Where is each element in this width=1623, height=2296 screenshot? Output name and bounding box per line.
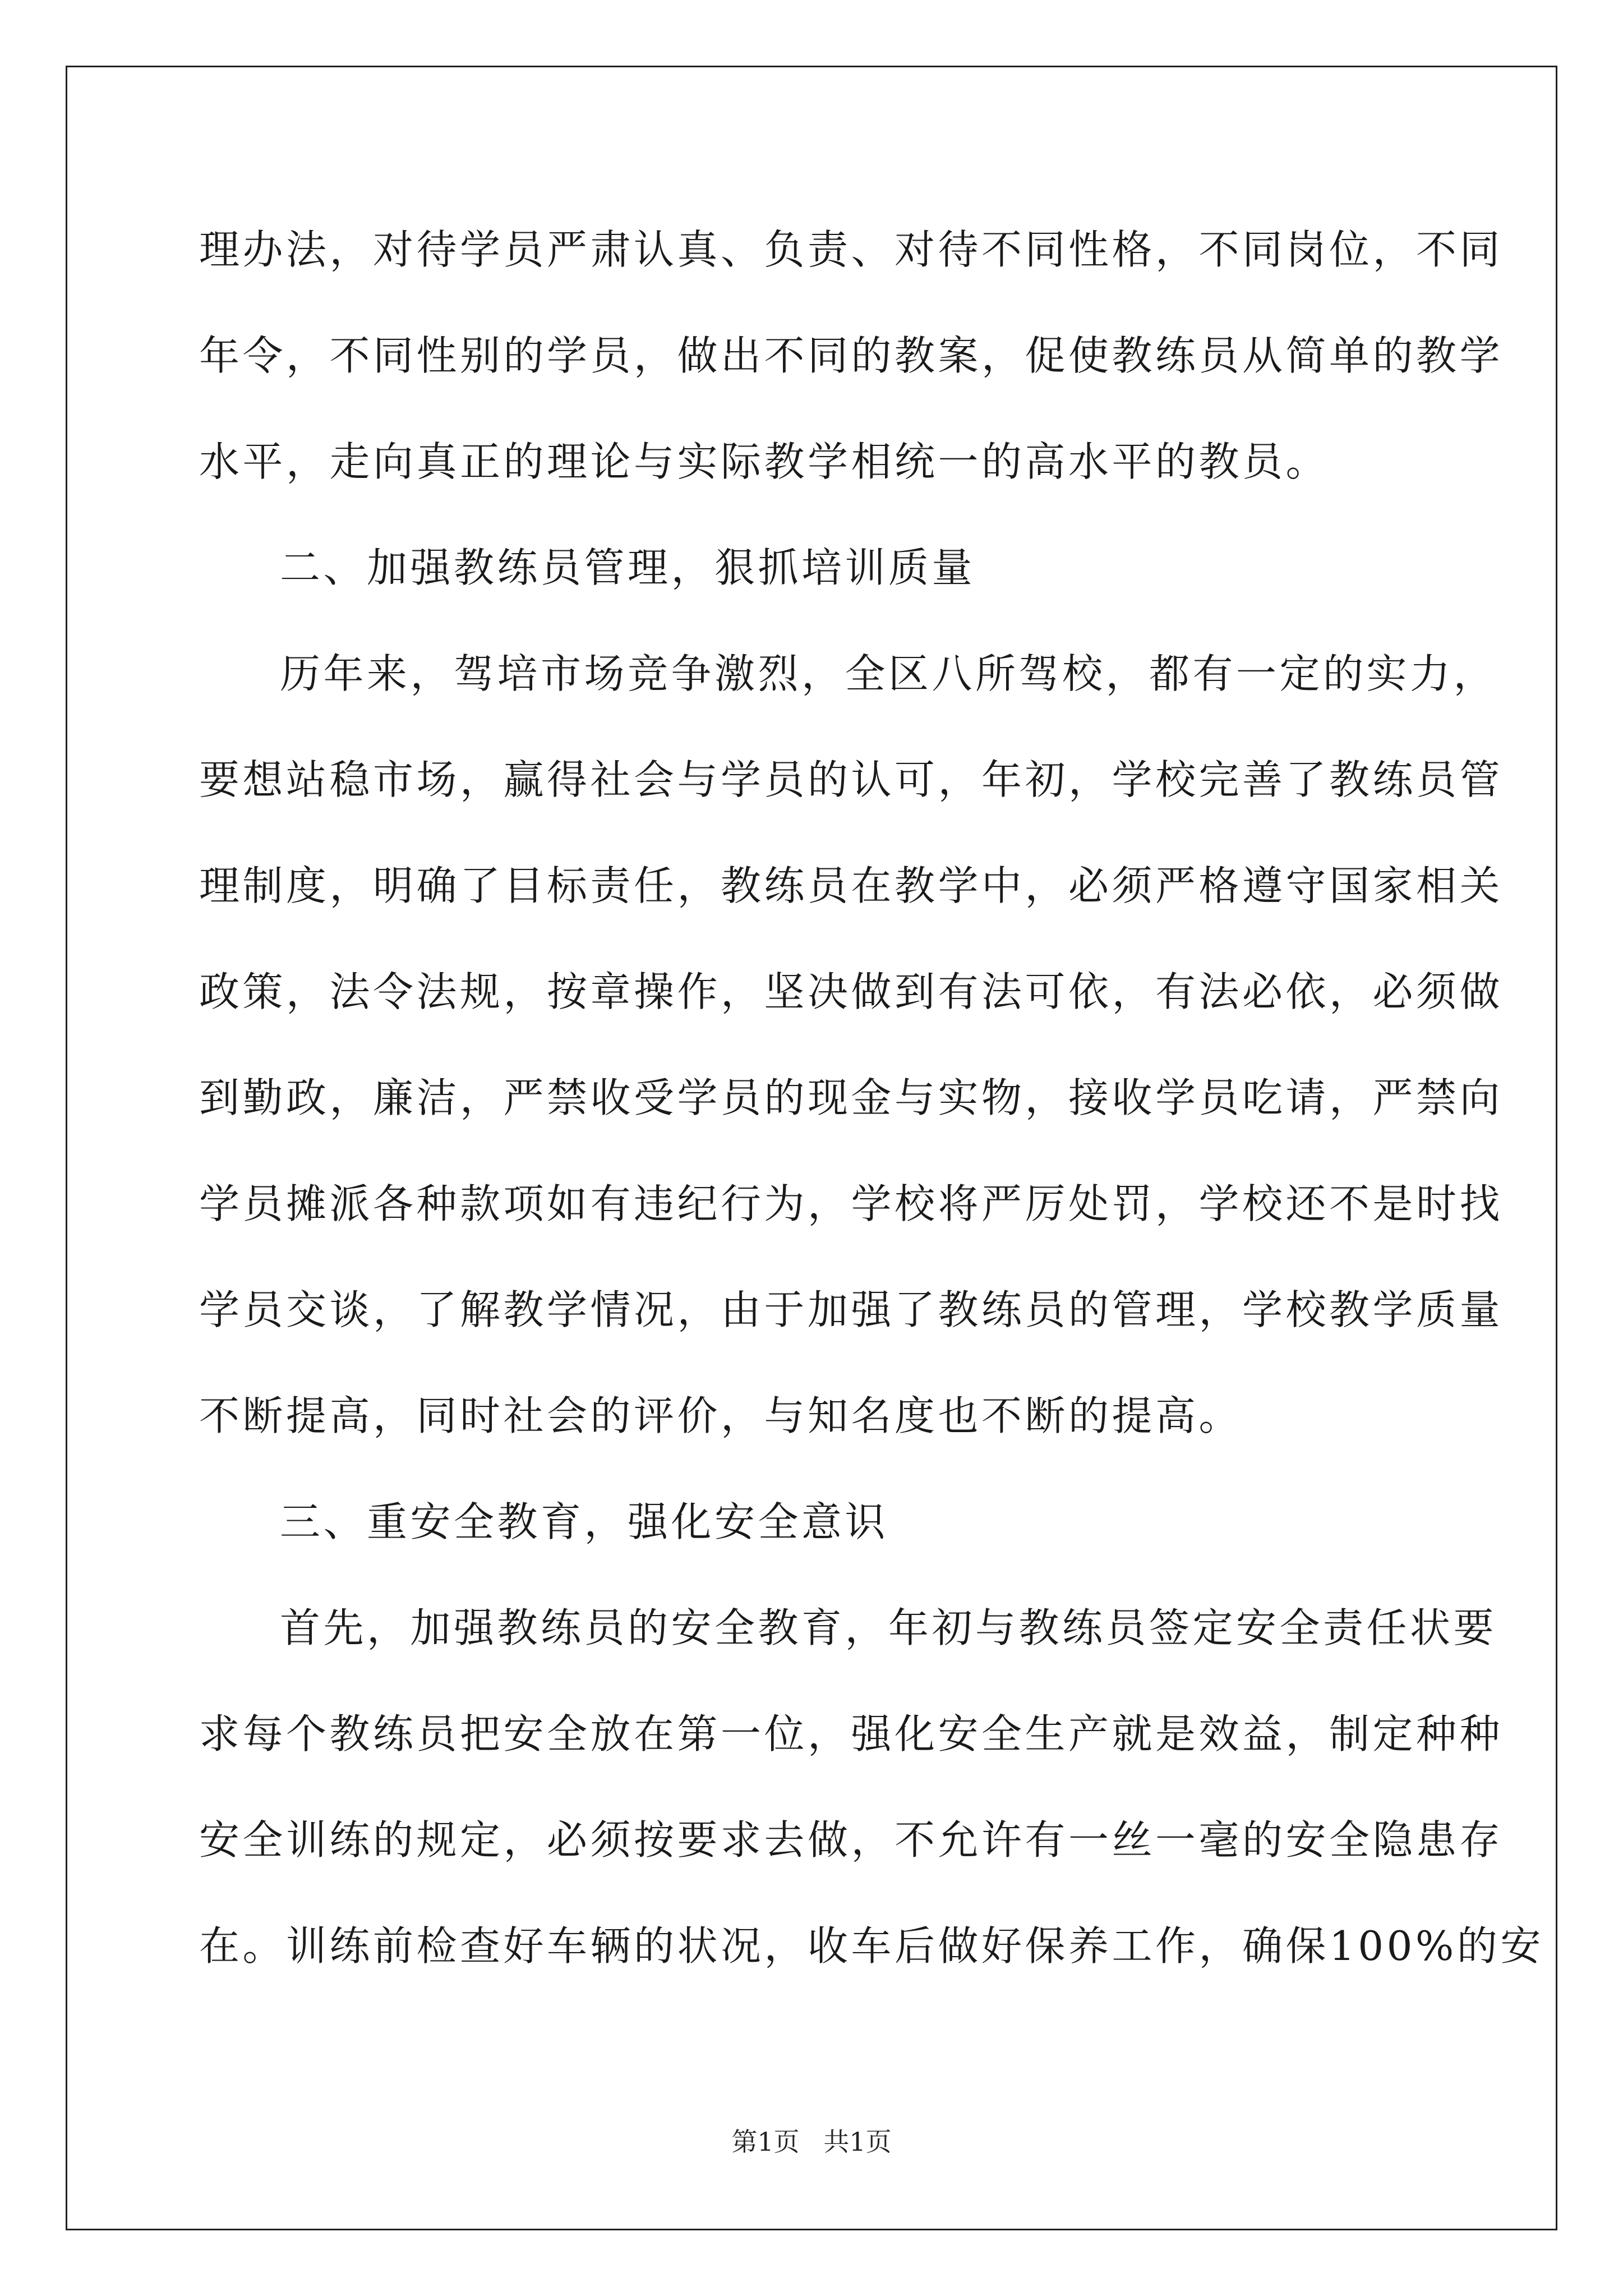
text-line-15: 求每个教练员把安全放在第一位，强化安全生产就是效益，制定种种	[199, 1710, 1504, 1757]
text-line-16: 安全训练的规定，必须按要求去做，不允许有一丝一毫的安全隐患存	[199, 1816, 1504, 1864]
section-heading-2: 二、加强教练员管理，狠抓培训质量	[280, 544, 976, 591]
text-line-3: 水平，走向真正的理论与实际教学相统一的高水平的教员。	[199, 438, 1330, 485]
text-line-5: 历年来，驾培市场竞争激烈，全区八所驾校，都有一定的实力，	[280, 650, 1497, 697]
text-line-8: 政策，法令法规，按章操作，坚决做到有法可依，有法必依，必须做	[199, 968, 1504, 1015]
text-line-17: 在。训练前检查好车辆的状况，收车后做好保养工作，确保100%的安	[199, 1922, 1544, 1970]
text-line-9: 到勤政，廉洁，严禁收受学员的现金与实物，接收学员吃请，严禁向	[199, 1074, 1504, 1121]
text-line-14: 首先，加强教练员的安全教育，年初与教练员签定安全责任状要	[280, 1604, 1497, 1651]
page-number-total: 共1页	[823, 2127, 892, 2157]
text-line-10: 学员摊派各种款项如有违纪行为，学校将严厉处罚，学校还不是时找	[199, 1180, 1504, 1227]
text-line-2: 年令，不同性别的学员，做出不同的教案，促使教练员从简单的教学	[199, 332, 1504, 379]
section-heading-3: 三、重安全教育，强化安全意识	[280, 1498, 889, 1545]
document-body	[199, 216, 1544, 2018]
text-line-11: 学员交谈，了解教学情况，由于加强了教练员的管理，学校教学质量	[199, 1286, 1504, 1333]
text-line-12: 不断提高，同时社会的评价，与知名度也不断的提高。	[199, 1392, 1243, 1439]
text-line-6: 要想站稳市场，赢得社会与学员的认可，年初，学校完善了教练员管	[199, 756, 1504, 803]
page-footer	[0, 2125, 1623, 2159]
page-number-current: 第1页	[731, 2127, 800, 2157]
text-line-7: 理制度，明确了目标责任，教练员在教学中，必须严格遵守国家相关	[199, 862, 1504, 909]
text-line-1: 理办法，对待学员严肃认真、负责、对待不同性格，不同岗位，不同	[199, 226, 1504, 273]
